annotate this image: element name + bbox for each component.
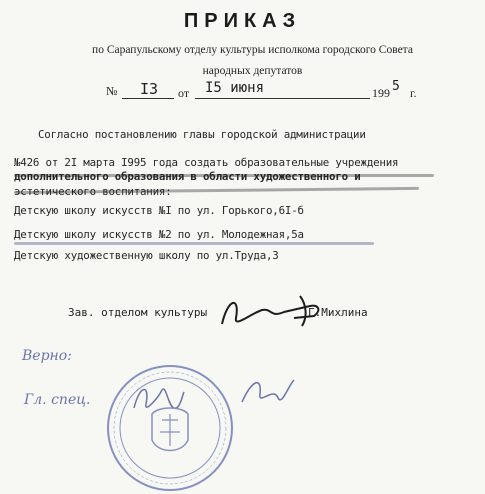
body-line-1: Согласно постановлению главы городской администрации — [38, 128, 366, 141]
number-prefix: № — [106, 84, 118, 98]
number-underline — [122, 98, 174, 99]
certification-role: Гл. спец. — [24, 392, 91, 408]
order-year: 199 — [372, 86, 390, 100]
official-stamp — [104, 362, 236, 494]
school-item: Детскую школу искусств №I по ул. Горького,6I-б — [14, 204, 304, 217]
document-subtitle-line2: народных депутатов — [202, 65, 303, 77]
signature-name: Г.Михлина — [308, 306, 368, 319]
date-underline — [195, 98, 370, 99]
date-prefix: от — [178, 86, 190, 100]
document-title: ПРИКАЗ — [183, 10, 302, 32]
signature-position: Зав. отделом культуры — [68, 306, 208, 319]
order-number: I3 — [140, 80, 159, 98]
order-date: I5 июня — [205, 80, 265, 96]
document-subtitle-line1: по Сарапульскому отделу культуры исполкома городского Совета — [92, 44, 413, 56]
body-line-3: дополнительного образования в области художественного и — [14, 170, 361, 183]
body-line-4: эстетического воспитания: — [14, 185, 172, 198]
body-line-2: №426 от 2I марта I995 года создать образовательные учреждения — [14, 156, 399, 169]
highlight-stroke-3 — [14, 242, 374, 245]
school-item: Детскую художественную школу по ул.Труда,3 — [14, 249, 279, 262]
second-signature — [238, 372, 298, 412]
certification-verno: Верно: — [22, 348, 72, 364]
school-item: Детскую школу искусств №2 по ул. Молодежная,5а — [14, 228, 304, 241]
order-year-digit: 5 — [392, 79, 400, 94]
year-suffix: г. — [410, 86, 417, 100]
